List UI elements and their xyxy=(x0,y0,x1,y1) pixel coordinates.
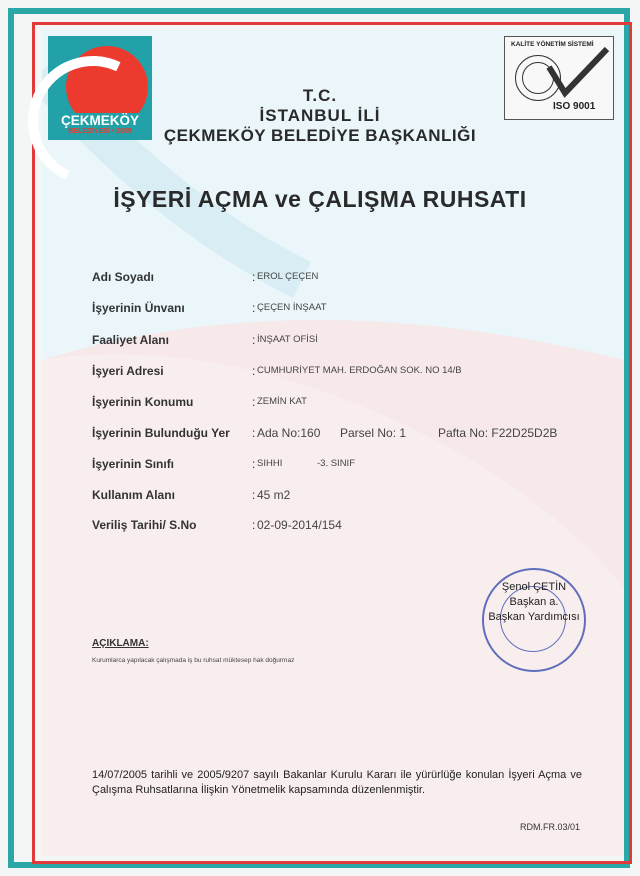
document-page: ÇEKMEKÖY BELEDİYESİ • 2009 KALİTE YÖNETİM SİSTEMİ ISO 9001 T.C. İSTANBUL İLİ ÇEKMEKÖY BELEDİYE BAŞKANLIĞI İŞYERİ AÇMA ve ÇALIŞMA RUHSATI Adı Soyadı : EROL ÇEÇEN İşyerinin Ünvanı : ÇEÇEN İNŞAAT Faaliyet Alanı : İNŞAAT OFİSİ İşyeri Adresi : CUMHURİYET MAH. ERDOĞAN SOK. NO 14/B İşyerinin Konumu : ZEMİN KAT İşyerinin Bulunduğu Yer : Ada No:160 Parsel No: 1 Pafta No: F22D25D2B İşyerinin Sınıfı : SIHHI -3. SINIF Kullanım Alanı : 45 m2 Veriliş Tarihi/ S.No : 02-09-2014/154 Şenol ÇETİN Başkan a. Başkan Yardımcısı AÇIKLAMA: Kurumlarca yapılacak çalışmada iş bu ruhsat müktesep hak doğurmaz 14/07/2005 tarihli ve 2005/9207 sayılı Bakanlar Kurulu Kararı ile yürürlüğe konulan İşyeri Açma ve Çalışma Ruhsatlarına İlişkin Yönetmelik kapsamında düzenlenmiştir. RDM.FR.03/01 xyxy=(0,0,640,876)
field-label: İşyerinin Ünvanı xyxy=(92,301,185,315)
signature-block xyxy=(474,580,594,625)
field-value: CUMHURİYET MAH. ERDOĞAN SOK. NO 14/B xyxy=(257,365,462,376)
field-label: İşyerinin Konumu xyxy=(92,395,194,409)
field-value: 02-09-2014/154 xyxy=(257,518,342,532)
explanation-title: AÇIKLAMA: xyxy=(92,638,149,649)
document-title: İŞYERİ AÇMA ve ÇALIŞMA RUHSATI xyxy=(113,186,527,212)
header-province: İSTANBUL İLİ xyxy=(259,106,381,125)
form-code: RDM.FR.03/01 xyxy=(520,822,581,832)
field-value: İNŞAAT OFİSİ xyxy=(257,334,318,345)
field-label: Veriliş Tarihi/ S.No xyxy=(92,518,197,532)
field-value: SIHHI xyxy=(257,458,283,469)
explanation-body: Kurumlarca yapılacak çalışmada iş bu ruhsat müktesep hak doğurmaz xyxy=(92,657,295,664)
field-label: İşyerinin Sınıfı xyxy=(92,457,175,471)
iso-label: ISO 9001 xyxy=(553,101,596,112)
field-pafta: Pafta No: F22D25D2B xyxy=(438,426,558,440)
field-value: ZEMİN KAT xyxy=(257,396,307,407)
signer-role-1: Başkan a. xyxy=(509,596,559,608)
field-value: EROL ÇEÇEN xyxy=(257,271,319,282)
field-label: İşyerinin Bulunduğu Yer xyxy=(92,426,230,440)
field-value: ÇEÇEN İNŞAAT xyxy=(257,302,327,313)
regulation-note: 14/07/2005 tarihli ve 2005/9207 sayılı Bakanlar Kurulu Kararı ile yürürlüğe konulan İşyeri Açma ve Çalışma Ruhsatlarına İlişkin Yönetmelik kapsamında düzenlenmiştir. xyxy=(92,769,582,796)
header-tc: T.C. xyxy=(302,86,338,105)
field-value-2: -3. SINIF xyxy=(317,458,356,469)
iso-top-text: KALİTE YÖNETİM SİSTEMİ xyxy=(511,41,594,48)
field-label: İşyeri Adresi xyxy=(92,364,164,378)
field-label: Faaliyet Alanı xyxy=(92,333,169,347)
logo-sub: BELEDİYESİ • 2009 xyxy=(68,128,132,135)
logo-name: ÇEKMEKÖY xyxy=(51,113,149,128)
field-label: Adı Soyadı xyxy=(92,270,155,284)
field-ada: Ada No:160 xyxy=(257,426,321,440)
field-value: 45 m2 xyxy=(257,488,291,502)
header-municipality: ÇEKMEKÖY BELEDİYE BAŞKANLIĞI xyxy=(163,126,477,145)
field-parsel: Parsel No: 1 xyxy=(340,426,407,440)
signer-name: Şenol ÇETİN xyxy=(501,581,567,593)
signer-role-2: Başkan Yardımcısı xyxy=(488,611,580,623)
field-label: Kullanım Alanı xyxy=(92,488,175,502)
